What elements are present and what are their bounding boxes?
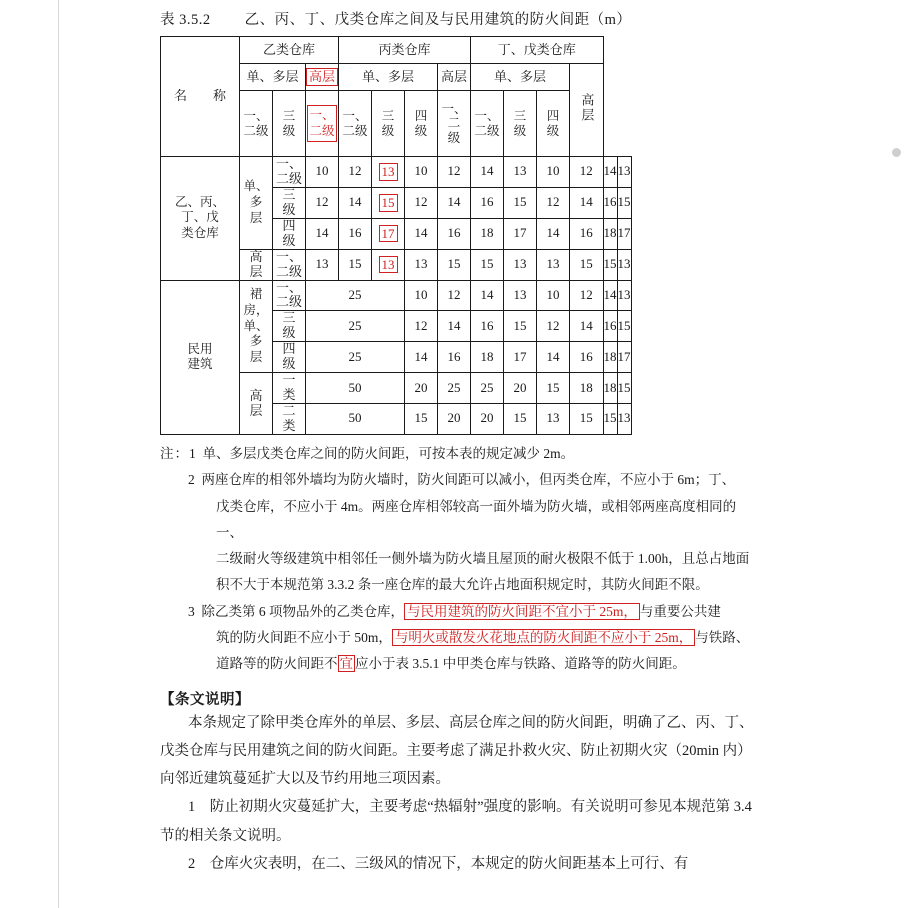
cell-value: 16	[438, 342, 471, 373]
cell-value: 14	[537, 218, 570, 249]
cell-value: 12	[537, 187, 570, 218]
header-bing-lowrise: 单、多层	[339, 64, 438, 91]
header-yi-highrise-label: 高层	[306, 68, 338, 86]
cell-value: 12	[339, 157, 372, 188]
cell-value-merged: 25	[306, 280, 405, 311]
cell-value: 12	[405, 187, 438, 218]
header-name-label: 名 称	[173, 88, 226, 104]
grade-yi-gao: 一、 二级	[306, 91, 339, 157]
table-title	[160, 8, 760, 29]
cell-value: 13	[405, 249, 438, 280]
cell-value-highlight: 13	[372, 249, 405, 280]
cell-value: 14	[471, 280, 504, 311]
table-row	[161, 157, 632, 188]
cell-value: 14	[570, 311, 604, 342]
cell-value: 25	[438, 373, 471, 404]
table-header-row-1	[161, 37, 632, 64]
cell-value: 15	[504, 404, 537, 435]
row-grade: 四 级	[273, 342, 306, 373]
grade-ding-dd-3: 三 级	[504, 91, 537, 157]
row-group-label-civil: 民用 建筑	[161, 280, 240, 434]
header-ding-highrise-label: 高层	[579, 93, 595, 124]
cell-value: 14	[306, 218, 339, 249]
note-line	[160, 625, 760, 651]
note-text: 应小于表 3.5.1 中甲类仓库与铁路、道路等的防火间距。	[355, 656, 686, 672]
cell-value: 14	[405, 342, 438, 373]
cell-value: 13	[617, 249, 631, 280]
grade-ding-dd-4: 四 级	[537, 91, 570, 157]
cell-value: 20	[471, 404, 504, 435]
cell-value: 10	[405, 280, 438, 311]
header-name-cell	[161, 37, 240, 157]
cell-value: 13	[617, 280, 631, 311]
cell-value: 15	[603, 249, 617, 280]
cell-value: 10	[306, 157, 339, 188]
scroll-indicator-dot[interactable]	[892, 148, 901, 157]
cell-value: 18	[471, 218, 504, 249]
row-sub-label-lowrise: 单、多 层	[240, 157, 273, 250]
cell-value: 12	[306, 187, 339, 218]
fire-separation-distance-table	[160, 36, 632, 435]
cell-value: 17	[617, 342, 631, 373]
row-grade: 二 类	[273, 404, 306, 435]
row-grade: 一、二级	[273, 249, 306, 280]
cell-value: 15	[603, 404, 617, 435]
cell-value: 18	[471, 342, 504, 373]
cell-value: 15	[537, 373, 570, 404]
cell-value: 14	[537, 342, 570, 373]
row-grade: 三 级	[273, 311, 306, 342]
notes-label: 注：	[160, 445, 189, 461]
cell-value: 18	[603, 218, 617, 249]
grade-ding-dd-12: 一、 二级	[471, 91, 504, 157]
paragraph: 本条规定了除甲类仓库外的单层、多层、高层仓库之间的防火间距，明确了乙、丙、丁、戊类仓库与民用建筑之间的防火间距。主要考虑了满足扑救火灾、防止初期火灾（20min 内）向邻近建筑蔓延扩大以及节约用地三项因素。	[160, 714, 754, 788]
header-group-ding: 丁、戊类仓库	[471, 37, 604, 64]
note-text: 两座仓库的相邻外墙均为防火墙时，防火间距可以减小，但丙类仓库，不应小于 6m；丁、	[201, 472, 736, 488]
cell-value: 12	[438, 157, 471, 188]
cell-value: 16	[570, 218, 604, 249]
cell-value: 12	[438, 280, 471, 311]
table-row	[161, 280, 632, 311]
note-number: 3	[188, 603, 195, 619]
cell-value: 13	[306, 249, 339, 280]
note-number: 1	[189, 445, 196, 461]
cell-value-highlight: 13	[372, 157, 405, 188]
grade-bing-dd-3: 三 级	[372, 91, 405, 157]
page-margin-rule	[58, 0, 59, 908]
cell-value: 18	[603, 373, 617, 404]
cell-value: 15	[617, 187, 631, 218]
row-sub-label-highrise: 高 层	[240, 249, 273, 280]
cell-value: 15	[405, 404, 438, 435]
cell-value: 20	[438, 404, 471, 435]
note-text: 戊类仓库，不应小于 4m。两座仓库相邻较高一面外墙为防火墙，或相邻两座高度相同的一、	[216, 498, 737, 540]
grade-bing-dd-12: 一、 二级	[339, 91, 372, 157]
cell-value-highlight: 15	[372, 187, 405, 218]
grade-bing-dd-4: 四 级	[405, 91, 438, 157]
note-line	[160, 546, 760, 572]
cell-value: 15	[617, 373, 631, 404]
note-number: 2	[188, 472, 195, 488]
cell-value: 20	[405, 373, 438, 404]
cell-value: 13	[537, 249, 570, 280]
cell-value: 13	[504, 157, 537, 188]
cell-value: 14	[339, 187, 372, 218]
cell-value: 16	[603, 187, 617, 218]
header-yi-lowrise: 单、多层	[240, 64, 306, 91]
cell-value-highlight: 17	[372, 218, 405, 249]
paragraph: 2 仓库火灾表明，在二、三级风的情况下，本规定的防火间距基本上可行、有	[188, 856, 689, 873]
note-line	[160, 494, 760, 547]
header-group-yi: 乙类仓库	[240, 37, 339, 64]
cell-value: 17	[617, 218, 631, 249]
row-grade: 一、二级	[273, 280, 306, 311]
cell-value: 14	[570, 187, 604, 218]
cell-value: 16	[339, 218, 372, 249]
cell-value: 15	[504, 311, 537, 342]
note-item-1	[160, 441, 760, 467]
cell-value: 16	[438, 218, 471, 249]
cell-value-merged: 25	[306, 311, 405, 342]
note-text: 道路等的防火间距不	[216, 656, 338, 672]
row-grade: 四 级	[273, 218, 306, 249]
cell-value: 25	[471, 373, 504, 404]
row-sub-label-podium: 裙房， 单、多 层	[240, 280, 273, 373]
cell-value: 14	[405, 218, 438, 249]
paragraph: 1 防止初期火灾蔓延扩大，主要考虑“热辐射”强度的影响。有关说明可参见本规范第 3.4 节的相关条文说明。	[160, 799, 752, 844]
cell-value: 15	[617, 311, 631, 342]
cell-value: 16	[570, 342, 604, 373]
note-text: 筑的防火间距不应小于 50m，	[216, 630, 392, 646]
note-item-2	[160, 467, 760, 493]
cell-value: 13	[504, 249, 537, 280]
cell-value: 10	[537, 157, 570, 188]
note-highlight: 与民用建筑的防火间距不宜小于 25m，	[404, 603, 640, 620]
grade-yi-dd: 一、 二级	[240, 91, 273, 157]
header-ding-lowrise: 单、多层	[471, 64, 570, 91]
note-line	[160, 572, 760, 598]
header-bing-highrise: 高层	[438, 64, 471, 91]
cell-value: 13	[504, 280, 537, 311]
cell-value: 15	[438, 249, 471, 280]
cell-value: 12	[570, 280, 604, 311]
row-grade: 三 级	[273, 187, 306, 218]
cell-value: 15	[570, 404, 604, 435]
cell-value: 15	[570, 249, 604, 280]
cell-value: 14	[603, 280, 617, 311]
cell-value: 14	[603, 157, 617, 188]
note-highlight: 与明火或散发火花地点的防火间距不应小于 25m，	[392, 629, 695, 646]
section-heading: 【条文说明】	[160, 691, 250, 708]
header-group-bing: 丙类仓库	[339, 37, 471, 64]
cell-value: 10	[537, 280, 570, 311]
row-group-label-warehouse: 乙、丙、 丁、戊 类仓库	[161, 157, 240, 281]
note-item-3	[160, 599, 760, 625]
cell-value: 20	[504, 373, 537, 404]
cell-value: 16	[603, 311, 617, 342]
table-title-text: 乙、丙、丁、戊类仓库之间及与民用建筑的防火间距（m）	[244, 12, 632, 28]
row-grade: 一 类	[273, 373, 306, 404]
note-line	[160, 651, 760, 677]
note-text: 与重要公共建	[639, 603, 721, 619]
cell-value: 12	[570, 157, 604, 188]
note-text: 与铁路、	[695, 630, 750, 646]
row-sub-label-highrise-civil: 高 层	[240, 373, 273, 435]
cell-value-merged: 50	[306, 373, 405, 404]
cell-value: 10	[405, 157, 438, 188]
row-grade: 一、二级	[273, 157, 306, 188]
document-content	[160, 8, 760, 878]
cell-value: 18	[570, 373, 604, 404]
cell-value: 18	[603, 342, 617, 373]
cell-value-merged: 25	[306, 342, 405, 373]
cell-value: 12	[405, 311, 438, 342]
header-yi-highrise	[306, 64, 339, 91]
header-ding-highrise	[570, 64, 604, 157]
cell-value: 15	[471, 249, 504, 280]
note-highlight-char: 宜	[339, 656, 353, 672]
cell-value: 13	[617, 157, 631, 188]
note-text: 单、多层戊类仓库之间的防火间距，可按本表的规定减少 2m。	[202, 445, 575, 461]
table-number: 表 3.5.2	[160, 12, 211, 28]
table-notes	[160, 441, 760, 678]
cell-value: 13	[537, 404, 570, 435]
grade-yi-dd-3: 三 级	[273, 91, 306, 157]
grade-bing-gao: 一、二 级	[438, 91, 471, 157]
cell-value-merged: 50	[306, 404, 405, 435]
cell-value: 15	[504, 187, 537, 218]
cell-value: 16	[471, 311, 504, 342]
cell-value: 15	[339, 249, 372, 280]
cell-value: 16	[471, 187, 504, 218]
cell-value: 14	[471, 157, 504, 188]
note-text: 积不大于本规范第 3.3.2 条一座仓库的最大允许占地面积规定时，其防火间距不限。	[216, 577, 709, 593]
cell-value: 14	[438, 187, 471, 218]
note-text: 二级耐火等级建筑中相邻任一侧外墙为防火墙且屋顶的耐火极限不低于 1.00h，且总占地面	[216, 551, 750, 567]
cell-value: 12	[537, 311, 570, 342]
cell-value: 14	[438, 311, 471, 342]
cell-value: 13	[617, 404, 631, 435]
cell-value: 17	[504, 342, 537, 373]
cell-value: 17	[504, 218, 537, 249]
note-text: 除乙类第 6 项物品外的乙类仓库，	[201, 603, 404, 619]
